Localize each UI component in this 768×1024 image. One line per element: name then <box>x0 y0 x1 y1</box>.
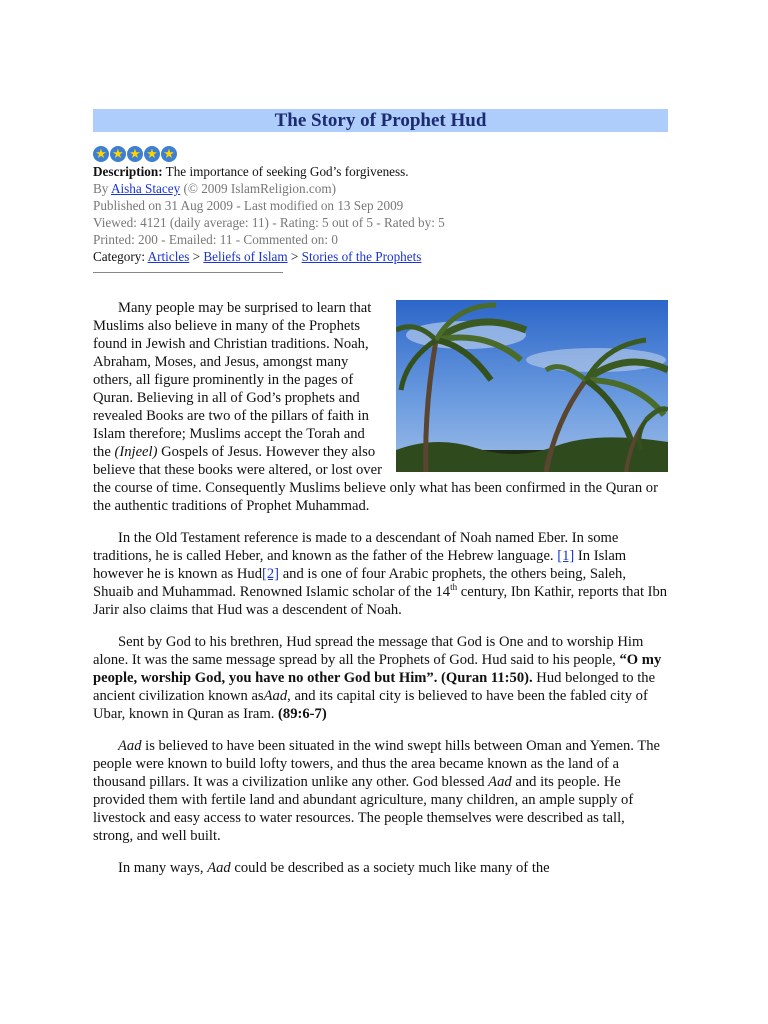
article-meta <box>93 163 668 265</box>
paragraph: Sent by God to his brethren, Hud spread the message that God is One and to worship Him alone. It was the same message spread by all the Prophets of God. Hud said to his people, “O my people, worship God, you have no other God but Him”. (Quran 11:50). Hud belonged to the ancient civilization known asAad, and its capital city is believed to have been the fabled city of Ubar, known in Quran as Iram. (89:6-7) <box>93 634 662 722</box>
quran-reference: (89:6-7) <box>278 706 327 722</box>
author-link[interactable]: Aisha Stacey <box>110 181 181 196</box>
star-icon: ★ <box>93 146 109 162</box>
viewed-line: Viewed: 4121 (daily average: 11) - Rating: 5 out of 5 - Rated by: 5 <box>93 215 445 230</box>
paragraph: In many ways, Aad could be described as a society much like many of the <box>118 860 550 876</box>
published-line: Published on 31 Aug 2009 - Last modified on 13 Sep 2009 <box>93 198 404 213</box>
footnote-link[interactable]: [2] <box>262 566 280 582</box>
star-icon: ★ <box>110 146 126 162</box>
description-label: Description: <box>93 164 163 179</box>
palm-trees-photo <box>396 300 668 472</box>
byline <box>93 180 668 197</box>
by-prefix: By <box>93 181 109 196</box>
article-body <box>93 299 668 891</box>
description-line <box>93 163 668 180</box>
rating-stars <box>93 146 177 162</box>
category-breadcrumb <box>93 248 668 265</box>
star-icon: ★ <box>127 146 143 162</box>
printed-line: Printed: 200 - Emailed: 11 - Commented on: 0 <box>93 232 338 247</box>
copyright-text: (© 2009 IslamReligion.com) <box>183 181 336 196</box>
star-icon: ★ <box>144 146 160 162</box>
page-title: The Story of Prophet Hud <box>274 110 487 131</box>
breadcrumb-separator: > <box>290 249 299 264</box>
quran-quote: “O my people, worship God, you have no other God but Him”. <box>93 652 662 686</box>
divider <box>93 272 283 273</box>
paragraph: Aad is believed to have been situated in the wind swept hills between Oman and Yemen. The people were known to build lofty towers, and thus the area became known as the land of a thousand pillars. It was a civilization unlike any other. God blessed Aad and its people. He provided them with fertile land and abundant agriculture, many children, an ample supply of livestock and easy access to water resources. The people themselves were described as tall, strong, and well built. <box>93 738 661 844</box>
quran-reference: (Quran 11:50). <box>441 670 533 686</box>
breadcrumb-stories-link[interactable]: Stories of the Prophets <box>301 249 422 264</box>
breadcrumb-beliefs-link[interactable]: Beliefs of Islam <box>203 249 288 264</box>
paragraph: In the Old Testament reference is made to a descendant of Noah named Eber. In some traditions, he is called Heber, and known as the father of the Hebrew language. [1] In Islam however he is known as Hud[2] and is one of four Arabic prophets, the others being, Saleh, Shuaib and Muhammad. Renowned Islamic scholar of the 14th century, Ibn Kathir, reports that Ibn Jarir also claims that Hud was a descendent of Noah. <box>93 530 668 618</box>
category-label: Category: <box>93 249 146 264</box>
title-bar <box>93 109 668 132</box>
breadcrumb-separator: > <box>192 249 201 264</box>
star-icon: ★ <box>161 146 177 162</box>
footnote-link[interactable]: [1] <box>557 548 575 564</box>
breadcrumb-articles-link[interactable]: Articles <box>147 249 190 264</box>
paragraph: Many people may be surprised to learn that Muslims also believe in many of the Prophets found in Jewish and Christian traditions. Noah, Abraham, Moses, and Jesus, amongst many others, all figure prominently in the pages of Quran. Believing in all of God’s prophets and revealed Books are two of the pillars of faith in Islam therefore; Muslims accept the Torah and the (Injeel) Gospels of Jesus. However they also believe that these books were altered, or lost over the course of time. Consequently Muslims believe only what has been confirmed in the Quran or the authentic traditions of Prophet Muhammad. <box>93 300 658 514</box>
description-text: The importance of seeking God’s forgiveness. <box>165 164 409 179</box>
